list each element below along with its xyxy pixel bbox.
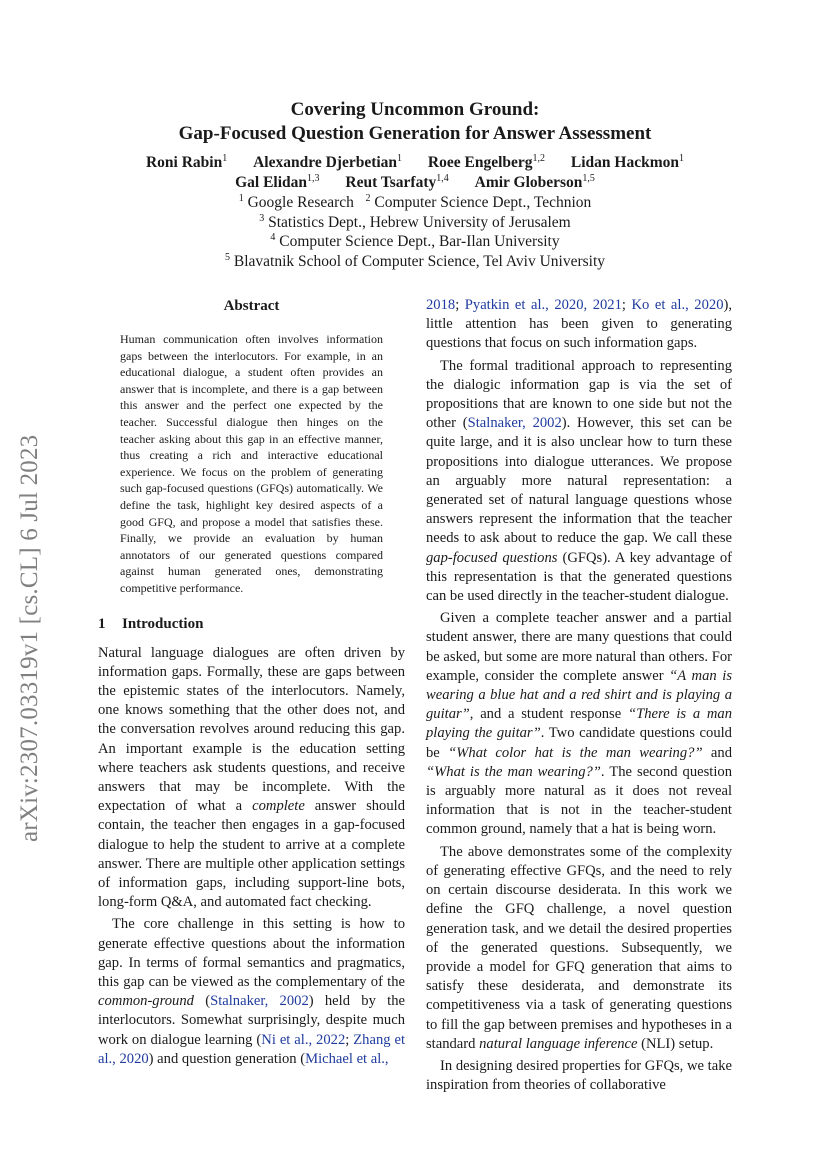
citation-link[interactable]: 2018 [426,297,456,313]
right-column [426,296,732,1095]
author: Amir Globerson$^{1,5}$ [474,173,595,191]
citation-link[interactable]: Ni et al., 2022 [261,1031,346,1048]
citation-link[interactable]: Ko et al., 2020 [631,297,724,313]
abstract-heading: Abstract [223,298,280,314]
author-row-2 [95,173,735,193]
citation-link[interactable]: Zhang et al., 2020 [98,1031,406,1067]
intro-paragraph-2-cont: 2018; Pyatkin et al., 2020, 2021; Ko et al., 2020), little attention has been given to generating questions that focus on such information gaps. [426,297,733,352]
author-row-1 [95,153,735,173]
affiliation-row-1: $^1$ Google Research $^2$ Computer Science Dept., Technion [238,193,592,211]
citation-link[interactable]: Stalnaker, 2002 [210,993,309,1010]
paper-title [95,98,735,146]
affiliation-list [95,193,735,271]
affiliation: $^3$ Statistics Dept., Hebrew University of Jerusalem [259,212,571,231]
intro-paragraph-6: In designing desired properties for GFQs, we take inspiration from theories of collaborative [426,1057,732,1094]
citation-link[interactable]: Stalnaker, 2002 [467,415,562,432]
intro-paragraph-3: The formal traditional approach to representing the dialogic information gap is via the set of propositions that are known to one side but not the other (Stalnaker, 2002). However, this set can be quite large, and it is also unclear how to turn these propositions into dialogue utterances. We propose an arguably more natural representation: a generated set of natural language questions whose answers represent the information that the teacher needs to ask about to reduce the gap. We call these gap-focused questions (GFQs). A key advantage of this representation is that the generated questions can be used directly in the teacher-student dialogue. [426,357,733,605]
affiliation: $^5$ Blavatnik School of Computer Science, Tel Aviv University [224,251,606,270]
abstract-text: Human communication often involves information gaps between the interlocutors. For example, in an educational dialogue, a student often provides an answer that is incomplete, and there is a gap between this answer and the perfect one expected by the teacher. Successful dialogue then hinges on the teacher asking about this gap in an effective manner, thus creating a rich and interactive educational experience. We focus on the problem of generating such gap-focused questions (GFQs) automatically. We define the task, highlight key desired aspects of a good GFQ, and propose a model that satisfies these. Finally, we provide an evaluation by human annotators of our generated questions compared against human generated ones, demonstrating competitive performance. [120,332,383,595]
section-title: Introduction [122,615,204,632]
author-list [95,153,735,193]
paper-header [95,98,735,271]
section-heading [98,614,405,634]
citation-link[interactable]: Michael et al., [305,1050,389,1067]
author: Reut Tsarfaty$^{1,4}$ [345,173,449,191]
left-column [98,296,405,1069]
intro-paragraph-1: Natural language dialogues are often driven by information gaps. Formally, these are gaps between the epistemic states of the interlocutors. Namely, one knows something that the other does not, and the conversation revolves around reducing this gap. An important example is the education setting where teachers ask students questions, and receive answers that may be incomplete. With the expectation of what a complete answer should contain, the teacher then engages in a gap-focused dialogue to help the student to arrive at a complete answer. There are multiple other application settings of information gaps, including support-line bots, long-form Q&A, and automated fact checking. [98,644,405,911]
author: Roni Rabin$^1$ [145,153,228,171]
author: Lidan Hackmon$^1$ [570,153,685,171]
arxiv-stamp: arXiv:2307.03319v1 [cs.CL] 6 Jul 2023 [16,434,43,842]
intro-paragraph-4: Given a complete teacher answer and a partial student answer, there are many questions that could be asked, but some are more natural than others. For example, consider the complete answer “A man is wearing a blue hat and a red shirt and is playing a guitar”, and a student response “There is a man playing the guitar”. Two candidate questions could be “What color hat is the man wearing?” and “What is the man wearing?”. The second question is arguably more natural as it does not reveal information that is not in the teacher-student common ground, namely that a hat is being worn. [426,610,733,838]
intro-paragraph-5: The above demonstrates some of the complexity of generating effective GFQs, and the need to rely on certain discourse desiderata. In this work we define the GFQ challenge, a novel question generation task, and we detail the desired properties of the generated questions. Subsequently, we provide a model for GFQ generation that aims to satisfy these desiderata, and demonstrate its competitiveness via a task of generating questions to fill the gap between premises and hypotheses in a standard natural language inference (NLI) setup. [426,843,732,1052]
author: Gal Elidan$^{1,3}$ [235,173,320,191]
citation-link[interactable]: Pyatkin et al., 2020, 2021 [464,297,622,313]
author: Alexandre Djerbetian$^1$ [253,153,403,171]
title-line-2: Gap-Focused Question Generation for Answer Assessment [178,123,652,144]
author: Roee Engelberg$^{1,2}$ [427,153,546,171]
affiliation: $^4$ Computer Science Dept., Bar-Ilan University [270,232,560,250]
intro-paragraph-2: The core challenge in this setting is how to generate effective questions about the information gap. In terms of formal semantics and pragmatics, this gap can be viewed as the complementary of the common-ground (Stalnaker, 2002) held by the interlocutors. Somewhat surprisingly, despite much work on dialogue learning (Ni et al., 2022; Zhang et al., 2020) and question generation (Michael et al., [98,916,406,1067]
section-number: 1 [98,615,106,632]
title-line-1: Covering Uncommon Ground: [290,99,540,120]
